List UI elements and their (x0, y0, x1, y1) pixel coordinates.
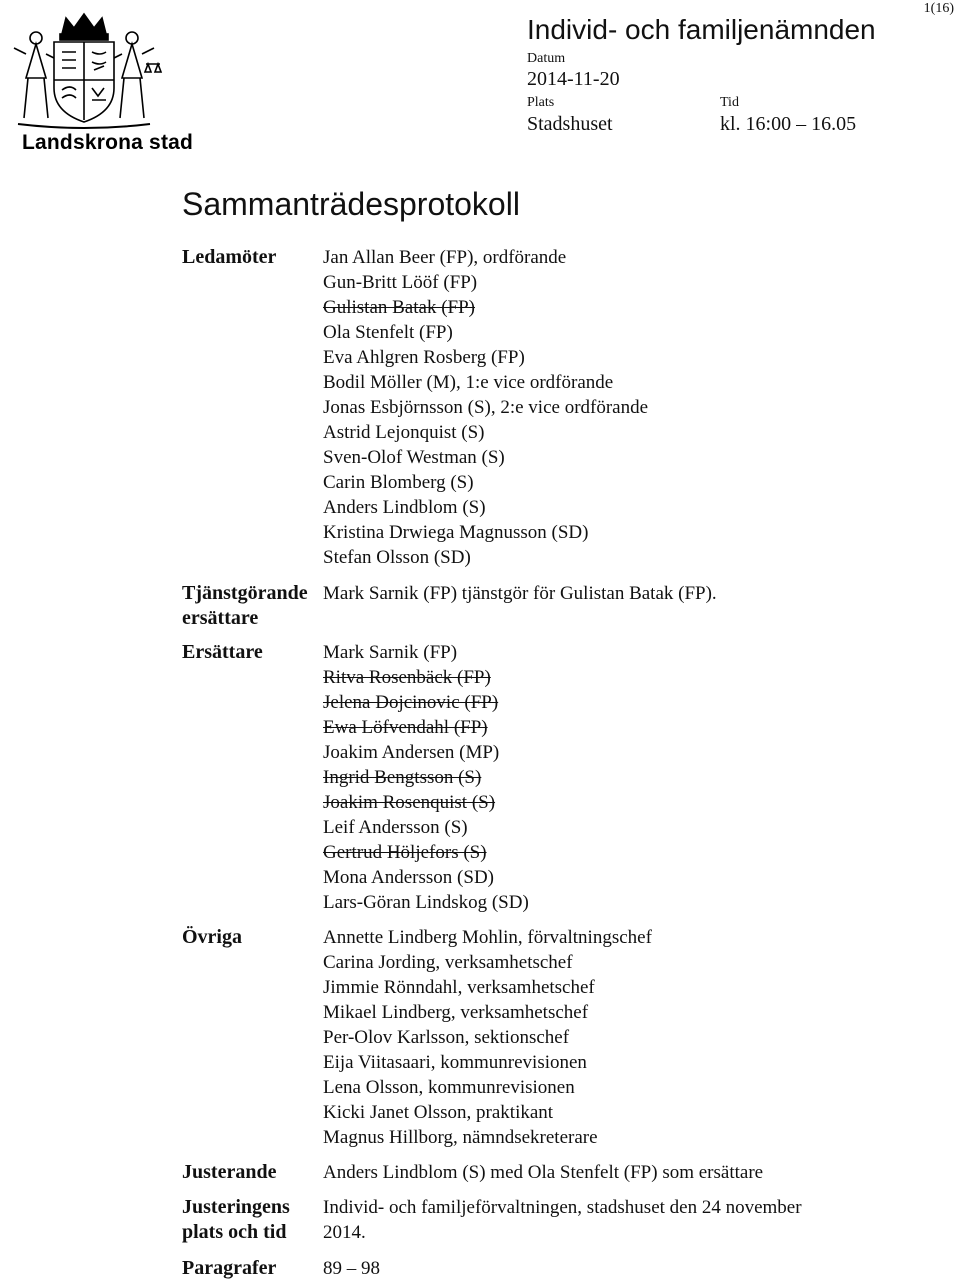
label-line: ersättare (182, 607, 259, 629)
list-item: Carina Jording, verksamhetschef (323, 952, 573, 973)
list-item: 89 – 98 (323, 1258, 380, 1279)
list-item: Anders Lindblom (S) (323, 497, 486, 518)
list-item: Ingrid Bengtsson (S) (323, 767, 482, 788)
place-value: Stadshuset (527, 113, 613, 135)
list-item: Magnus Hillborg, nämndsekreterare (323, 1127, 598, 1148)
section-label-justeringens (182, 1195, 332, 1245)
section-list (323, 581, 717, 606)
section-label-tjanstgorande (182, 581, 332, 631)
section-list (323, 1256, 380, 1281)
section-label-ledamoter: Ledamöter (182, 246, 277, 268)
time-value: kl. 16:00 – 16.05 (720, 113, 857, 135)
list-item: Jonas Esbjörnsson (S), 2:e vice ordförande (323, 397, 649, 418)
list-item: Gulistan Batak (FP) (323, 297, 475, 318)
page-number: 1(16) (923, 1, 954, 16)
list-item: 2014. (323, 1222, 366, 1243)
list-item: Mikael Lindberg, verksamhetschef (323, 1002, 589, 1023)
list-item: Astrid Lejonquist (S) (323, 422, 485, 443)
list-item: Jelena Dojcinovic (FP) (323, 692, 499, 713)
list-item: Anders Lindblom (S) med Ola Stenfelt (FP) som ersättare (323, 1162, 764, 1183)
date-label: Datum (527, 51, 566, 66)
list-item: Gertrud Höljefors (S) (323, 842, 487, 863)
list-item: Sven-Olof Westman (S) (323, 447, 505, 468)
list-item: Ewa Löfvendahl (FP) (323, 717, 488, 738)
list-item: Kicki Janet Olsson, praktikant (323, 1102, 554, 1123)
document-title: Sammanträdesprotokoll (182, 186, 520, 222)
list-item: Individ- och familjeförvaltningen, stadshuset den 24 november (323, 1197, 802, 1218)
section-label-ovriga: Övriga (182, 926, 242, 948)
list-item: Leif Andersson (S) (323, 817, 468, 838)
list-item: Jan Allan Beer (FP), ordförande (323, 247, 567, 268)
organization-name: Individ- och familjenämnden (527, 14, 876, 45)
label-line: Justeringens (182, 1196, 290, 1218)
list-item: Eva Ahlgren Rosberg (FP) (323, 347, 525, 368)
date-value: 2014-11-20 (527, 68, 620, 90)
list-item: Joakim Andersen (MP) (323, 742, 500, 763)
place-label: Plats (527, 95, 555, 110)
list-item: Mark Sarnik (FP) (323, 642, 458, 663)
list-item: Kristina Drwiega Magnusson (SD) (323, 522, 589, 543)
time-label: Tid (720, 95, 739, 110)
list-item: Lena Olsson, kommunrevisionen (323, 1077, 575, 1098)
section-label-justerande: Justerande (182, 1161, 277, 1183)
list-item: Carin Blomberg (S) (323, 472, 474, 493)
list-item: Stefan Olsson (SD) (323, 547, 471, 568)
section-list (323, 1160, 763, 1185)
section-list (323, 1195, 802, 1245)
list-item: Mona Andersson (SD) (323, 867, 494, 888)
list-item: Annette Lindberg Mohlin, förvaltningschef (323, 927, 652, 948)
list-item: Ritva Rosenbäck (FP) (323, 667, 491, 688)
label-line: plats och tid (182, 1221, 287, 1243)
section-list (323, 640, 529, 915)
section-list (323, 245, 648, 570)
list-item: Eija Viitasaari, kommunrevisionen (323, 1052, 587, 1073)
list-item: Joakim Rosenquist (S) (323, 792, 496, 813)
list-item: Bodil Möller (M), 1:e vice ordförande (323, 372, 614, 393)
list-item: Gun-Britt Lööf (FP) (323, 272, 478, 293)
section-label-paragrafer: Paragrafer (182, 1257, 277, 1279)
list-item: Mark Sarnik (FP) tjänstgör för Gulistan Batak (FP). (323, 583, 717, 604)
list-item: Lars-Göran Lindskog (SD) (323, 892, 529, 913)
list-item: Ola Stenfelt (FP) (323, 322, 453, 343)
section-list (323, 925, 652, 1150)
list-item: Jimmie Rönndahl, verksamhetschef (323, 977, 595, 998)
logo-text: Landskrona stad (22, 131, 194, 154)
label-line: Tjänstgörande (182, 582, 308, 604)
section-label-ersattare: Ersättare (182, 641, 263, 663)
list-item: Per-Olov Karlsson, sektionschef (323, 1027, 570, 1048)
